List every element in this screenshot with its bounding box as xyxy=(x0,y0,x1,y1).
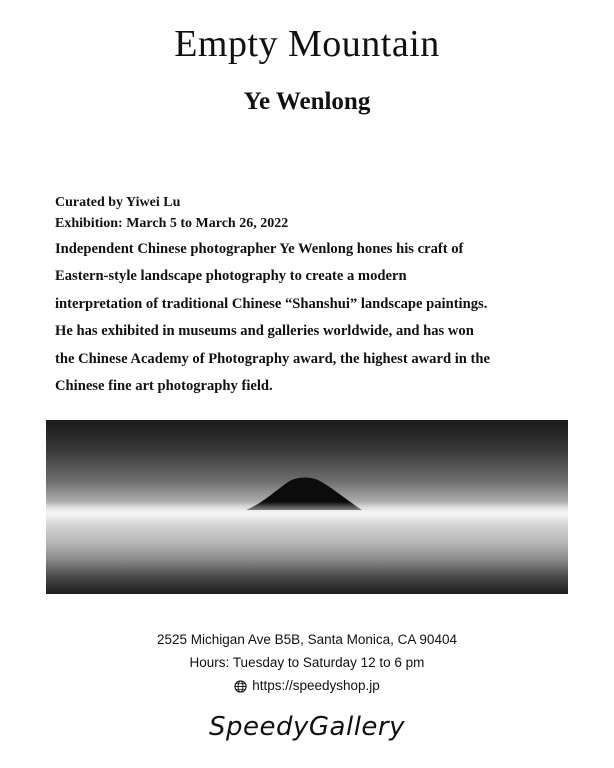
exhibition-dates: Exhibition: March 5 to March 26, 2022 xyxy=(55,216,289,231)
website-row[interactable] xyxy=(0,674,614,697)
description-line: the Chinese Academy of Photography award, the highest award in the xyxy=(55,350,490,367)
exhibition-title: Empty Mountain xyxy=(174,23,440,65)
gallery-logo: SpeedyGallery xyxy=(209,712,405,742)
artist-name: Ye Wenlong xyxy=(243,88,371,115)
exhibition-details xyxy=(55,192,575,234)
globe-icon xyxy=(234,680,247,693)
description-line: Chinese fine art photography field. xyxy=(55,378,273,395)
website-link[interactable]: https://speedyshop.jp xyxy=(252,678,380,693)
landscape-photo xyxy=(46,420,568,594)
description-line: Eastern-style landscape photography to create a modern xyxy=(55,268,407,285)
description-line: Independent Chinese photographer Ye Wenlong hones his craft of xyxy=(55,241,464,257)
curator-line: Curated by Yiwei Lu xyxy=(55,195,181,210)
artist-description xyxy=(55,236,585,400)
gallery-info xyxy=(0,628,614,697)
mountain-island-icon xyxy=(46,420,568,594)
description-line: interpretation of traditional Chinese “Shanshui” landscape paintings. xyxy=(55,295,488,312)
description-line: He has exhibited in museums and galleries worldwide, and has won xyxy=(55,323,474,340)
gallery-address: 2525 Michigan Ave B5B, Santa Monica, CA 90404 xyxy=(157,632,457,647)
gallery-hours: Hours: Tuesday to Saturday 12 to 6 pm xyxy=(189,655,425,670)
